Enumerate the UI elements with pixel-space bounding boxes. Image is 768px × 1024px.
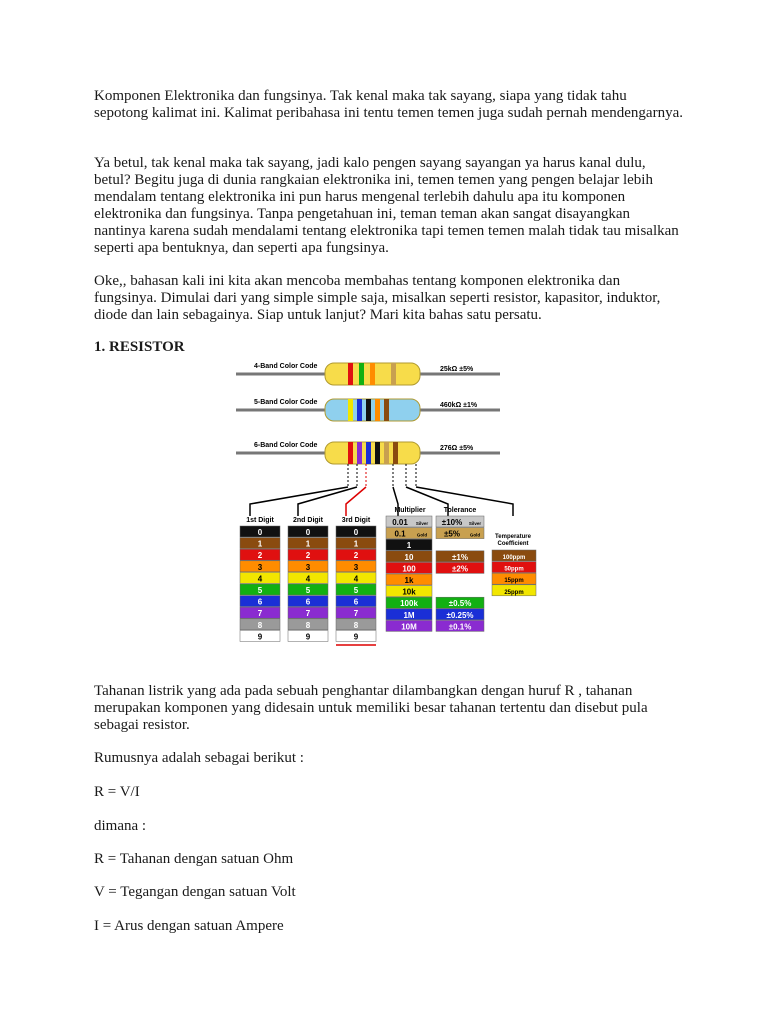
multiplier-value: 1M (403, 610, 415, 620)
tolerance-value: ±0.5% (448, 599, 472, 609)
digit-value: 4 (305, 574, 311, 584)
intro-paragraph-3: Oke,, bahasan kali ini kita akan mencoba membahas tentang komponen elektronika dan fungsinya. Dimulai dari yang simple simple saja, misalkan seperti resistor, kapasitor, induktor, diode dan lain sebagainya. Siap untuk lanjut? Mari kita bahas satu persatu. (94, 273, 661, 323)
digit-value: 1 (353, 539, 359, 549)
digit-value: 9 (305, 632, 311, 642)
section-heading: 1. RESISTOR (94, 339, 185, 355)
digit-value: 2 (305, 551, 311, 561)
digit-value: 0 (257, 528, 263, 537)
digit-value: 6 (257, 597, 263, 607)
tempco-value: 50ppm (504, 566, 524, 573)
digit-value: 4 (353, 574, 359, 584)
digit-value: 5 (305, 586, 311, 595)
digit-value: 9 (257, 632, 263, 642)
tempco-header: Temperature (495, 534, 531, 540)
digit-value: 6 (305, 597, 311, 607)
tolerance-sub: Gold (469, 532, 481, 538)
tempco-header-line2: Coefficient (497, 541, 529, 547)
digit-value: 3 (353, 562, 359, 572)
digit-value: 8 (353, 620, 359, 630)
digit-value: 8 (257, 620, 263, 630)
digit-value: 6 (353, 597, 359, 607)
digit-column-header: 1st Digit (246, 517, 274, 524)
digit-value: 9 (353, 632, 359, 642)
resistor-value: 25kΩ ±5% (440, 366, 474, 373)
digit-value: 1 (305, 539, 311, 549)
where-label: dimana : (94, 818, 147, 834)
multiplier-value: 100k (400, 599, 418, 609)
tempco-value: 15ppm (504, 578, 524, 585)
resistor-band (357, 399, 362, 421)
resistor-band (359, 363, 364, 385)
resistor-color-code-diagram (230, 352, 540, 652)
tolerance-value: ±5% (444, 529, 460, 539)
resistor-band (348, 399, 353, 421)
digit-value: 7 (305, 609, 311, 619)
multiplier-value: 10k (402, 587, 416, 597)
tempco-value: 100ppm (502, 555, 526, 561)
definition-i: I = Arus dengan satuan Ampere (94, 918, 284, 934)
formula: R = V/I (94, 784, 140, 800)
tolerance-value: ±0.25% (446, 610, 474, 620)
digit-value: 7 (257, 609, 263, 619)
definition-v: V = Tegangan dengan satuan Volt (94, 884, 296, 900)
resistor-band (375, 442, 380, 464)
resistor-band (393, 442, 398, 464)
tolerance-sub: Silver (468, 521, 482, 526)
intro-paragraph-1: Komponen Elektronika dan fungsinya. Tak kenal maka tak sayang, siapa yang tidak tahu sepotong kalimat ini. Kalimat peribahasa ini tentu temen temen juga sudah pernah mendengarnya. (94, 88, 683, 121)
digit-value: 2 (257, 551, 263, 561)
digit-value: 3 (257, 562, 263, 572)
multiplier-value: 10 (404, 552, 414, 562)
connector-line (346, 487, 366, 516)
multiplier-value: 10M (401, 622, 417, 632)
tolerance-value: ±10% (441, 518, 463, 527)
resistor-band (384, 442, 389, 464)
resistor-band (348, 442, 353, 464)
digit-value: 5 (257, 586, 263, 595)
resistor-body (325, 399, 420, 421)
body-paragraph-definition: Tahanan listrik yang ada pada sebuah penghantar dilambangkan dengan huruf R , tahanan merupakan komponen yang didesain untuk memiliki besar tahanan tertentu dan disebut pula sebagai resistor. (94, 683, 648, 733)
multiplier-value: 0.01 (392, 518, 408, 527)
tolerance-value: ±1% (452, 552, 468, 562)
digit-value: 1 (257, 539, 263, 549)
digit-value: 0 (305, 528, 311, 537)
resistor-label: 4-Band Color Code (254, 363, 318, 370)
resistor-body (325, 442, 420, 464)
resistor-value: 276Ω ±5% (440, 445, 474, 452)
multiplier-value: 0.1 (394, 529, 406, 539)
resistor-band (357, 442, 362, 464)
multiplier-value: 1k (404, 576, 414, 585)
tolerance-value: ±0.1% (448, 622, 472, 632)
multiplier-value: 100 (402, 564, 416, 574)
digit-column-header: 3rd Digit (341, 517, 371, 524)
resistor-band (348, 363, 353, 385)
digit-value: 2 (353, 551, 359, 561)
digit-value: 0 (353, 528, 359, 537)
resistor-band (366, 399, 371, 421)
digit-value: 8 (305, 620, 311, 630)
tolerance-header: Tolerance (443, 507, 477, 514)
digit-column-header: 2nd Digit (293, 517, 323, 524)
digit-value: 5 (353, 586, 359, 595)
formula-intro: Rumusnya adalah sebagai berikut : (94, 750, 304, 766)
tolerance-value: ±2% (452, 564, 468, 574)
resistor-band (366, 442, 371, 464)
tempco-value: 25ppm (504, 589, 524, 596)
resistor-band (384, 399, 389, 421)
definition-r: R = Tahanan dengan satuan Ohm (94, 851, 294, 867)
resistor-band (375, 399, 380, 421)
connector-line (250, 487, 348, 516)
resistor-band (370, 363, 375, 385)
multiplier-sub: Silver (415, 521, 429, 526)
intro-paragraph-2: Ya betul, tak kenal maka tak sayang, jadi kalo pengen sayang sayangan ya harus kanal dulu, betul? Begitu juga di dunia rangkaian elektronika ini, temen temen yang pengen belajar lebih mendalam tentang elektronika ini pun harus mengenal terlebih dahulu apa itu komponen elektronika dan fungsinya. Tanpa pengetahuan ini, teman teman akan sangat disayangkan nantinya karena sudah mendalami tentang elektronika tapi temen temen malah tidak tau misalkan seperti apa bentuknya, dan seperti apa fungsinya. (94, 155, 679, 256)
digit-value: 7 (353, 609, 359, 619)
digit-value: 4 (257, 574, 263, 584)
multiplier-value: 1 (406, 541, 412, 551)
resistor-label: 5-Band Color Code (254, 399, 318, 406)
multiplier-header: Multiplier (394, 507, 426, 514)
resistor-label: 6-Band Color Code (254, 442, 318, 449)
resistor-value: 460kΩ ±1% (440, 402, 478, 409)
resistor-band (391, 363, 396, 385)
multiplier-sub: Gold (416, 532, 428, 538)
digit-value: 3 (305, 562, 311, 572)
